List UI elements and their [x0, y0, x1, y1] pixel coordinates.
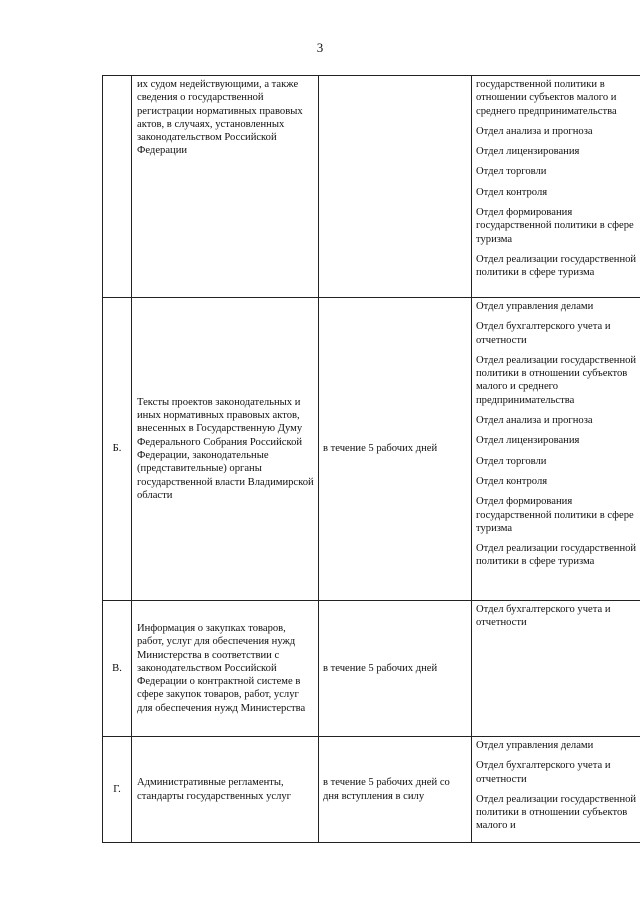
department-item: Отдел управления делами: [476, 301, 594, 312]
department-item: государственной политики в отношении субъектов малого и среднего предпринимательства: [476, 79, 617, 117]
row-term: [319, 76, 472, 298]
department-item: Отдел реализации государственной политики в сфере туризма: [476, 543, 637, 568]
row-term: в течение 5 рабочих дней со дня вступления в силу: [319, 737, 472, 843]
row-description: Информация о закупках товаров, работ, услуг для обеспечения нужд Министерства в соответствии с законодательством Российской Федерации о контрактной системе в сфере закупок товаров, работ, услуг для обеспечения нужд Министерства: [132, 601, 319, 737]
row-description: Административные регламенты, стандарты государственных услуг: [132, 737, 319, 843]
table-row: [103, 737, 640, 843]
row-number: Б.: [103, 298, 132, 601]
department-item: Отдел лицензирования: [476, 146, 580, 158]
row-number: В.: [103, 601, 132, 737]
row-number: [103, 76, 132, 298]
row-departments: [472, 76, 640, 298]
row-departments: [472, 298, 640, 601]
department-item: Отдел формирования государственной политики в сфере туризма: [476, 496, 634, 534]
department-item: Отдел формирования государственной политики в сфере туризма: [476, 207, 634, 245]
department-item: Отдел бухгалтерского учета и отчетности: [476, 321, 611, 346]
row-departments: [472, 601, 640, 737]
department-item: Отдел анализа и прогноза: [476, 415, 593, 427]
row-departments: [472, 737, 640, 843]
department-item: Отдел реализации государственной политики в отношении субъектов малого и среднего предпринимательства: [476, 354, 637, 406]
department-item: Отдел лицензирования: [476, 435, 580, 447]
row-description: Тексты проектов законодательных и иных нормативных правовых актов, внесенных в Государственную Думу Федерального Собрания Российской Федерации, законодательные (представительные) органы государственной власти Владимирской области: [132, 298, 319, 601]
department-item: Отдел торговли: [476, 166, 547, 178]
department-item: Отдел анализа и прогноза: [476, 125, 593, 137]
table-row: [103, 298, 640, 601]
row-term: в течение 5 рабочих дней: [319, 601, 472, 737]
table-row: [103, 601, 640, 737]
department-item: Отдел бухгалтерского учета и отчетности: [476, 604, 611, 629]
row-term: в течение 5 рабочих дней: [319, 298, 472, 601]
document-table: [102, 75, 640, 843]
page-number: 3: [316, 40, 324, 55]
department-item: Отдел управления делами: [476, 740, 594, 751]
department-item: Отдел бухгалтерского учета и отчетности: [476, 760, 611, 785]
department-item: Отдел контроля: [476, 475, 548, 487]
row-number: Г.: [103, 737, 132, 843]
department-item: Отдел контроля: [476, 186, 548, 198]
table-row: [103, 76, 640, 298]
department-item: Отдел торговли: [476, 455, 547, 467]
department-item: Отдел реализации государственной политики в сфере туризма: [476, 253, 637, 279]
row-description: их судом недействующими, а также сведения о государственной регистрации нормативных правовых актов, в случаях, установленных законодательством Российской Федерации: [132, 76, 319, 298]
department-item: Отдел реализации государственной политики в отношении субъектов малого и: [476, 793, 637, 832]
